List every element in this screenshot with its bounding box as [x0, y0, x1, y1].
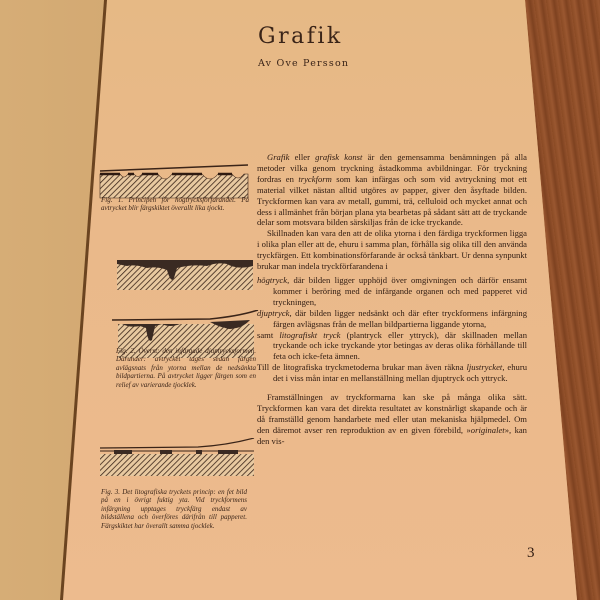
figure-1-relief-print-diagram	[98, 162, 250, 200]
term: djuptryck	[257, 307, 290, 318]
text: Till de litografiska tryckmetoderna brukar man även räkna	[257, 362, 467, 373]
prefix: samt	[257, 329, 280, 340]
page-title: Grafik	[258, 24, 343, 49]
text: Framställningen av tryckformarna kan ske på många olika sätt. Tryckformen kan vara det direkta resultatet av konstnärligt skapande och är då framställd genom handarbete med eller utan mekaniska hjälpmedel. Om den däremot avser ren reproduktion av en given förebild, »	[257, 392, 527, 435]
definition: (plantryck eller yttryck), där skillnaden mellan tryckande och icke tryckande ytor betingas av deras olika förhållande till feta och icke-feta ämnen.	[273, 329, 527, 362]
figure-2-caption: Fig. 2. Överst: den infärgade djuptrycksformen. Därunder: avtrycket tages sedan färgen avlägsnats från ytorna mellan de nedsänkta bildpartierna. På avtrycket ligger färgen som en relief av varierande tjocklek.	[116, 347, 256, 389]
page-number: 3	[527, 545, 535, 561]
author-byline: Av Ove Persson	[258, 58, 350, 69]
term: litografiskt tryck	[279, 329, 341, 340]
text: eller	[289, 152, 316, 162]
paragraph-2: Skillnaden kan vara den att de olika ytorna i den färdiga tryckformen ligga i olika plan eller att de, ehuru i samma plan, förhålla sig olika till den använda tryckfärgen. Ett kombinationsförfarande är också tänkbart. Ur denna synpunkt brukar man indela tryckförfarandena i	[257, 228, 527, 272]
paragraph-1	[257, 152, 527, 228]
text: », kan den vis-	[257, 424, 527, 446]
definition: , där bilden ligger nedsänkt och där efter tryckformens infärgning färgen avlägsnas från de mellan bildpartierna liggande ytorna,	[273, 307, 527, 329]
list-item-litografiskt	[257, 330, 527, 363]
text: , ehuru det i viss mån intar en mellanställning mellan djuptryck och yttryck.	[273, 362, 527, 384]
text: är den gemensamma benämningen på alla metoder vilka genom tryckning åstadkomma avbildningar. För tryckning fordras en	[257, 152, 527, 184]
term-tryckform: tryckform	[298, 173, 332, 184]
paragraph-3	[257, 362, 527, 384]
figure-2-intaglio-form-diagram	[117, 256, 257, 292]
text: som kan infärgas och som vid avtryckning mot ett material vilket nästan alltid utgöres av papper, giver den åsyftade bilden. Tryckformen kan vara av metall, gummi, trä, celluloid och mycket annat och dess i allmänhet från början plana yta bearbetas på sådant sätt att de tryckande delar som motsvara bilden särskiljas från de icke tryckande.	[257, 173, 527, 228]
list-item-djuptryck	[257, 308, 527, 330]
body-text	[257, 152, 527, 447]
term-grafik: Grafik	[267, 152, 290, 162]
definition: , där bilden ligger upphöjd över omgivningen och därför ensamt kommer i beröring med de infärgande organen och med papperet vid tryckningen,	[273, 274, 527, 307]
term: högtryck	[257, 274, 288, 285]
term-ljustrycket: ljustrycket	[466, 362, 503, 373]
list-item-hogtryck	[257, 275, 527, 308]
term-originalet: originalet	[470, 424, 505, 435]
figure-3-lithographic-diagram	[98, 438, 258, 478]
paragraph-4	[257, 392, 527, 447]
figure-1-caption: Fig. 1. Principen för högtrycksförfarandet. På avtrycket blir färgskiktet överallt lika tjockt.	[101, 196, 249, 213]
term-grafisk-konst: grafisk konst	[315, 152, 363, 162]
figure-3-caption: Fig. 3. Det litografiska tryckets princip: en fet bild på en i övrigt fuktig yta. Vid tryckformens infärgning upptages tryckfärg endast av bildställena och överföres därifrån till papperet. Färgskiktet har överallt samma tjocklek.	[101, 488, 247, 530]
